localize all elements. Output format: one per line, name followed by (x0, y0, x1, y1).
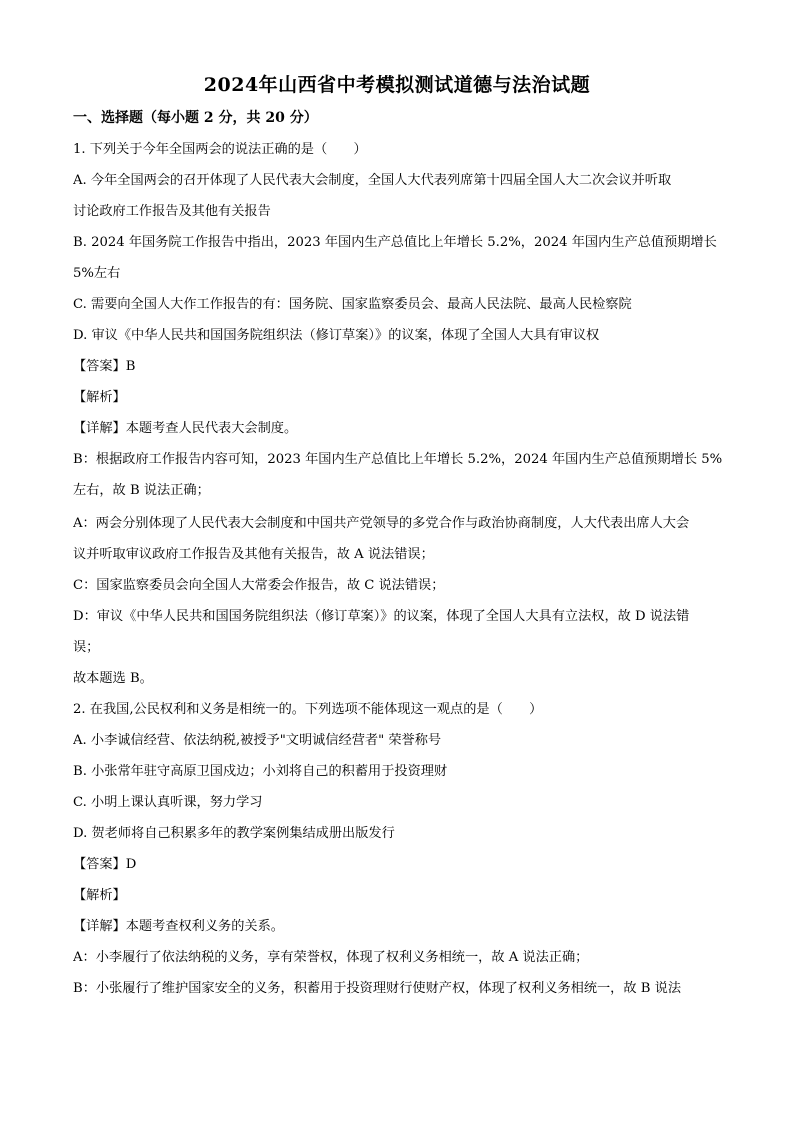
question-1-option-c: C. 需要向全国人大作工作报告的有：国务院、国家监察委员会、最高人民法院、最高人民检察院 (73, 297, 632, 312)
question-1-detail-b-cont: 左右，故 B 说法正确； (73, 483, 210, 498)
page-title: 2024年山西省中考模拟测试道德与法治试题 (203, 74, 591, 96)
question-2-option-a: A. 小李诚信经营、依法纳税,被授予"文明诚信经营者" 荣誉称号 (73, 733, 442, 748)
question-1-detail-a-cont: 议并听取审议政府工作报告及其他有关报告，故 A 说法错误； (73, 547, 434, 562)
question-1-option-b: B. 2024 年国务院工作报告中指出，2023 年国内生产总值比上年增长 5.2%，2024 年国内生产总值预期增长 (73, 235, 717, 250)
question-1-answer: 【答案】B (73, 359, 136, 374)
question-2-detail-intro: 【详解】本题考查权利义务的关系。 (73, 919, 284, 934)
question-1-detail-d: D：审议《中华人民共和国国务院组织法（修订草案）》的议案，体现了全国人大具有立法权，故 D 说法错 (73, 609, 690, 624)
question-1-analysis-label: 【解析】 (73, 390, 126, 405)
question-2-stem: 2. 在我国,公民权利和义务是相统一的。下列选项不能体现这一观点的是（ ） (73, 702, 543, 717)
question-1-detail-a: A：两会分别体现了人民代表大会制度和中国共产党领导的多党合作与政治协商制度，人大代表出席人大会 (73, 516, 690, 531)
question-2-answer: 【答案】D (73, 857, 137, 872)
question-1-detail-d-cont: 误； (73, 640, 100, 655)
question-1-option-a-cont: 讨论政府工作报告及其他有关报告 (73, 204, 271, 219)
question-2-option-c: C. 小明上课认真听课，努力学习 (73, 795, 263, 810)
question-1-option-a: A. 今年全国两会的召开体现了人民代表大会制度，全国人大代表列席第十四届全国人大二次会议并听取 (73, 173, 672, 188)
question-1-detail-c: C：国家监察委员会向全国人大常委会作报告，故 C 说法错误； (73, 578, 445, 593)
question-1-conclusion: 故本题选 B。 (73, 671, 153, 686)
question-1-option-d: D. 审议《中华人民共和国国务院组织法（修订草案）》的议案，体现了全国人大具有审议权 (73, 328, 600, 343)
question-1-detail-intro: 【详解】本题考查人民代表大会制度。 (73, 421, 298, 436)
question-2-detail-b: B：小张履行了维护国家安全的义务，积蓄用于投资理财行使财产权，体现了权利义务相统一，故 B 说法 (73, 981, 682, 996)
question-2-detail-a: A：小李履行了依法纳税的义务，享有荣誉权，体现了权利义务相统一，故 A 说法正确； (73, 950, 589, 965)
question-1-detail-b: B：根据政府工作报告内容可知，2023 年国内生产总值比上年增长 5.2%，2024 年国内生产总值预期增长 5% (73, 452, 723, 467)
question-1-option-b-cont: 5%左右 (73, 266, 121, 281)
question-2-analysis-label: 【解析】 (73, 888, 126, 903)
section-heading: 一、选择题（每小题 2 分，共 20 分） (73, 110, 318, 126)
question-1-stem: 1. 下列关于今年全国两会的说法正确的是（ ） (73, 142, 367, 157)
question-2-option-b: B. 小张常年驻守高原卫国戍边；小刘将自己的积蓄用于投资理财 (73, 764, 448, 779)
question-2-option-d: D. 贺老师将自己积累多年的教学案例集结成册出版发行 (73, 826, 395, 841)
